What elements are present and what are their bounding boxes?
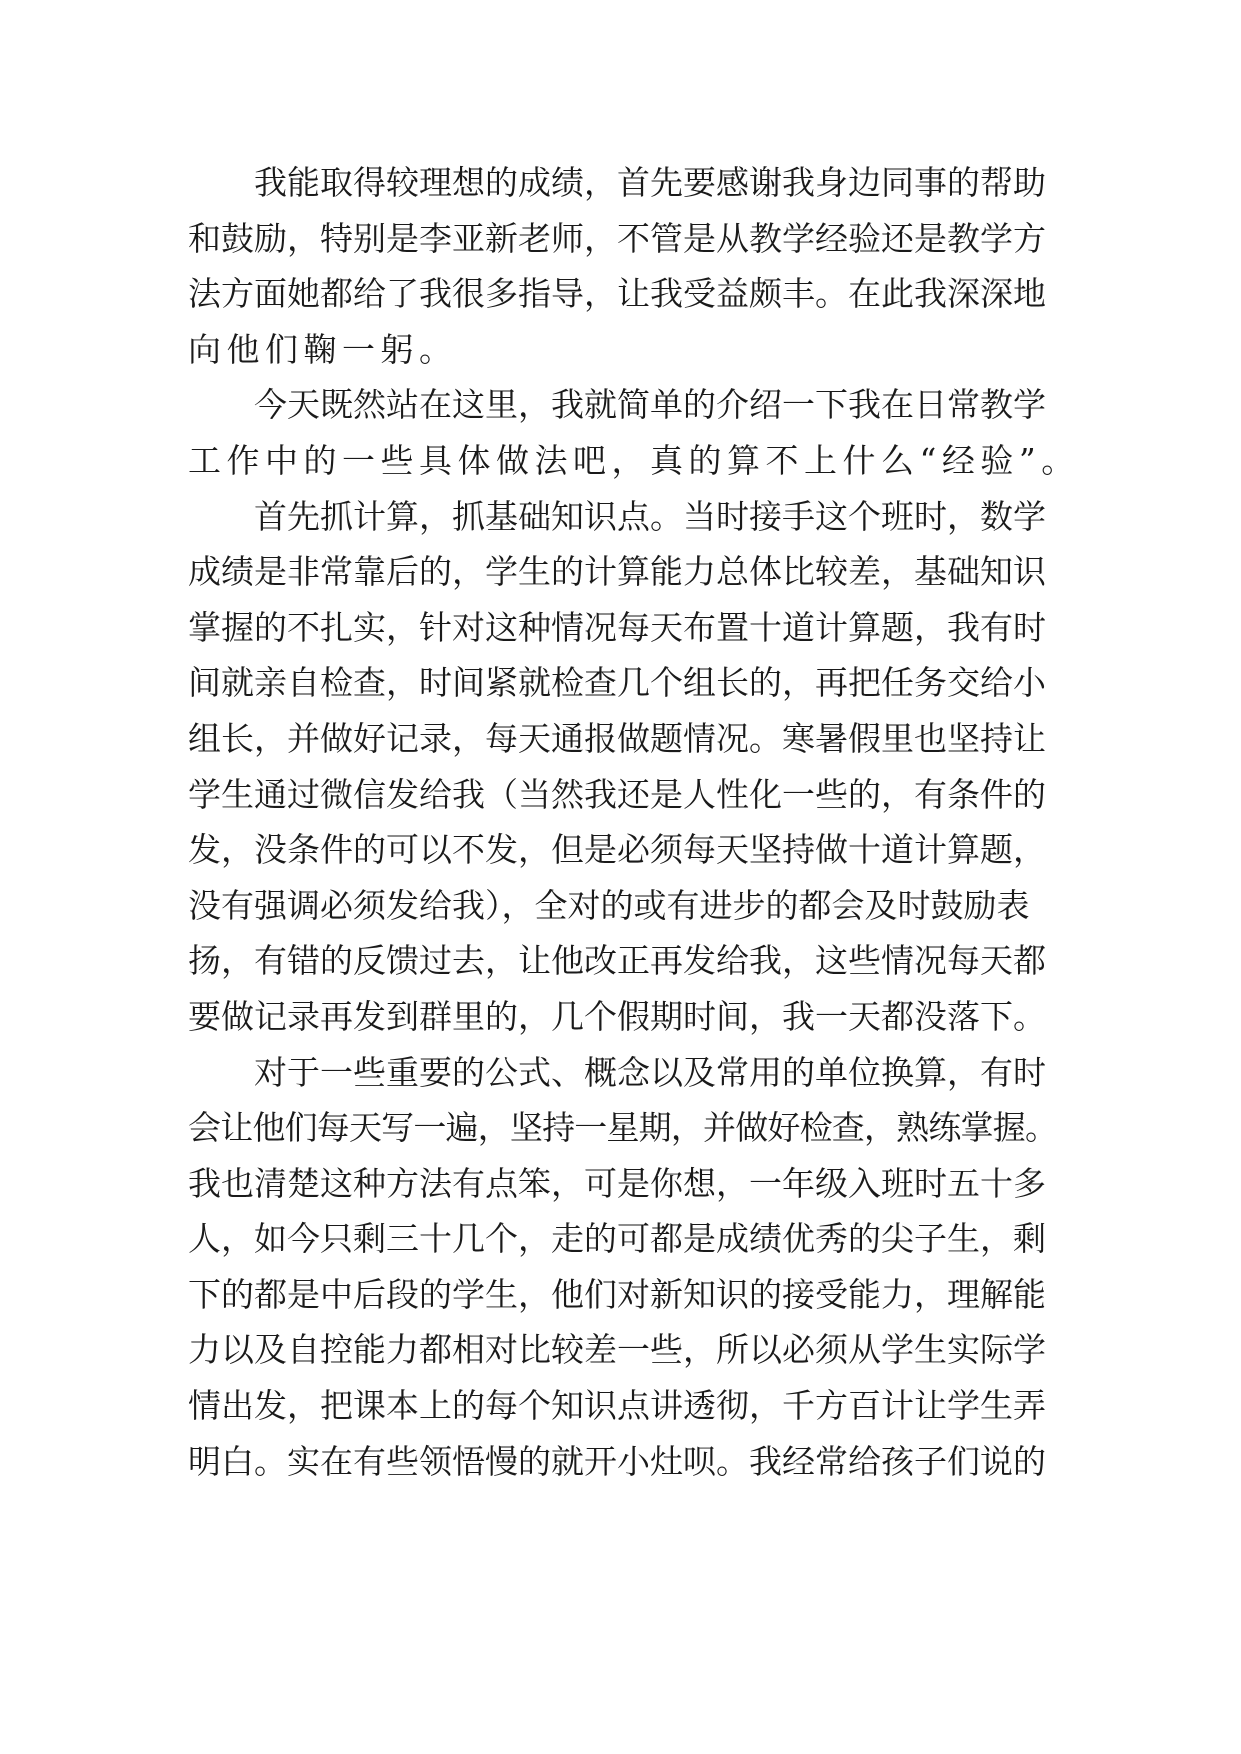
- body-text: [188, 155, 1080, 1489]
- text-line: 间就亲自检查，时间紧就检查几个组长的，再把任务交给小: [188, 663, 1046, 703]
- text-line: 成绩是非常靠后的，学生的计算能力总体比较差，基础知识: [188, 552, 1046, 592]
- text-line: 没有强调必须发给我），全对的或有进步的都会及时鼓励表: [188, 885, 1030, 925]
- text-line: 向他们鞠一躬。: [188, 329, 458, 369]
- text-line: 我能取得较理想的成绩，首先要感谢我身边同事的帮助: [254, 163, 1046, 202]
- text-line: 情出发，把课本上的每个知识点讲透彻，千方百计让学生弄: [188, 1386, 1046, 1426]
- text-line: 和鼓励，特别是李亚新老师，不管是从教学经验还是教学方: [188, 218, 1046, 258]
- text-line: 今天既然站在这里，我就简单的介绍一下我在日常教学: [254, 385, 1046, 425]
- text-line: 发，没条件的可以不发，但是必须每天坚持做十道计算题，: [188, 830, 1046, 870]
- text-line: 掌握的不扎实，针对这种情况每天布置十道计算题，我有时: [188, 607, 1046, 647]
- text-line: 我也清楚这种方法有点笨，可是你想，一年级入班时五十多: [188, 1163, 1046, 1203]
- text-line: 学生通过微信发给我（当然我还是人性化一些的，有条件的: [188, 774, 1046, 814]
- text-line: 扬，有错的反馈过去，让他改正再发给我，这些情况每天都: [188, 941, 1046, 981]
- text-line: 对于一些重要的公式、概念以及常用的单位换算，有时: [254, 1052, 1046, 1092]
- text-line: 明白。实在有些领悟慢的就开小灶呗。我经常给孩子们说的: [188, 1441, 1046, 1481]
- text-line: 工作中的一些具体做法吧，真的算不上什么“经验”。: [188, 440, 1080, 480]
- text-line: 力以及自控能力都相对比较差一些，所以必须从学生实际学: [188, 1330, 1046, 1370]
- text-line: 首先抓计算，抓基础知识点。当时接手这个班时，数学: [254, 496, 1046, 536]
- text-line: 人，如今只剩三十几个，走的可都是成绩优秀的尖子生，剩: [188, 1219, 1046, 1259]
- text-line: 会让他们每天写一遍，坚持一星期，并做好检查，熟练掌握。: [188, 1108, 1058, 1148]
- text-line: 组长，并做好记录，每天通报做题情况。寒暑假里也坚持让: [188, 718, 1046, 758]
- text-line: 法方面她都给了我很多指导，让我受益颇丰。在此我深深地: [188, 274, 1046, 314]
- text-line: 下的都是中后段的学生，他们对新知识的接受能力，理解能: [188, 1274, 1046, 1314]
- text-line: 要做记录再发到群里的，几个假期时间，我一天都没落下。: [188, 996, 1046, 1036]
